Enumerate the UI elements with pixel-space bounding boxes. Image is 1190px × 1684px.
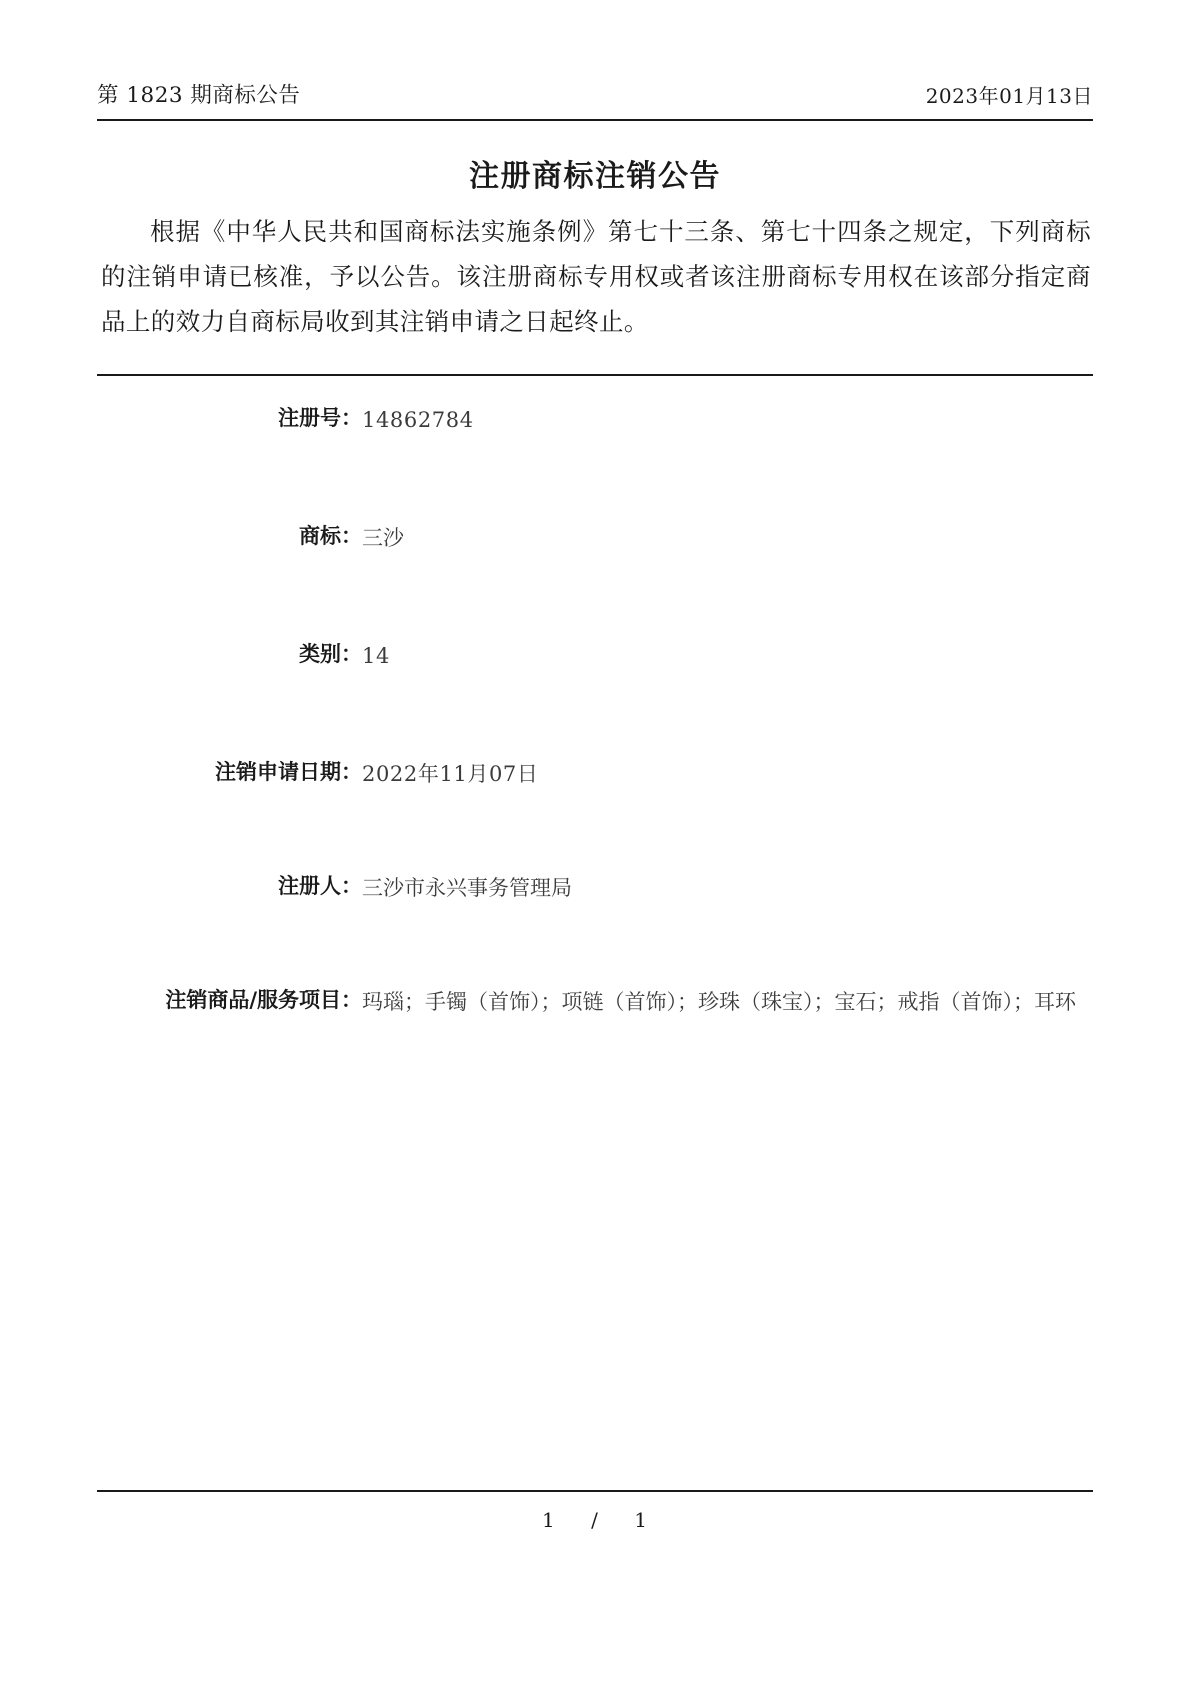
record-fields (97, 402, 1093, 1020)
registrant-value: 三沙市永兴事务管理局 (362, 876, 572, 900)
issue-label: 第 1823 期商标公告 (97, 83, 301, 108)
spacer (97, 438, 1093, 520)
cancellation-date-label: 注销申请日期： (215, 759, 362, 784)
field-row-registrant (97, 870, 1093, 906)
spacer (97, 906, 1093, 984)
page-separator: / (591, 1508, 599, 1532)
goods-value: 玛瑙；手镯（首饰）；项链（首饰）；珍珠（珠宝）；宝石；戒指（首饰）；耳环 (362, 990, 1076, 1014)
trademark-label: 商标： (299, 523, 362, 548)
pagination (97, 1508, 1093, 1532)
spacer (97, 792, 1093, 870)
cancellation-date-value: 2022年11月07日 (362, 762, 539, 786)
goods-label: 注销商品/服务项目： (165, 988, 362, 1012)
page-header (97, 0, 1093, 109)
page-footer (97, 1490, 1093, 1532)
class-label: 类别： (299, 641, 362, 666)
field-row-cancellation-date (97, 756, 1093, 792)
section-divider (97, 374, 1093, 376)
registration-number-label: 注册号： (278, 405, 362, 430)
footer-divider (97, 1490, 1093, 1492)
page-total: 1 (634, 1508, 648, 1532)
registrant-label: 注册人： (278, 873, 362, 898)
page-current: 1 (542, 1508, 556, 1532)
page-title: 注册商标注销公告 (469, 159, 721, 194)
field-row-registration-number (97, 402, 1093, 438)
publication-date: 2023年01月13日 (925, 84, 1093, 108)
trademark-value: 三沙 (362, 526, 404, 550)
spacer (97, 674, 1093, 756)
field-row-class (97, 638, 1093, 674)
spacer (97, 556, 1093, 638)
field-row-goods (97, 984, 1093, 1020)
registration-number-value: 14862784 (362, 408, 474, 432)
class-value: 14 (362, 644, 390, 668)
header-divider (97, 119, 1093, 121)
field-row-trademark (97, 520, 1093, 556)
intro-paragraph: 根据《中华人民共和国商标法实施条例》第七十三条、第七十四条之规定，下列商标的注销申请已核准，予以公告。该注册商标专用权或者该注册商标专用权在该部分指定商品上的效力自商标局收到其注销申请之日起终止。 (101, 217, 1091, 336)
